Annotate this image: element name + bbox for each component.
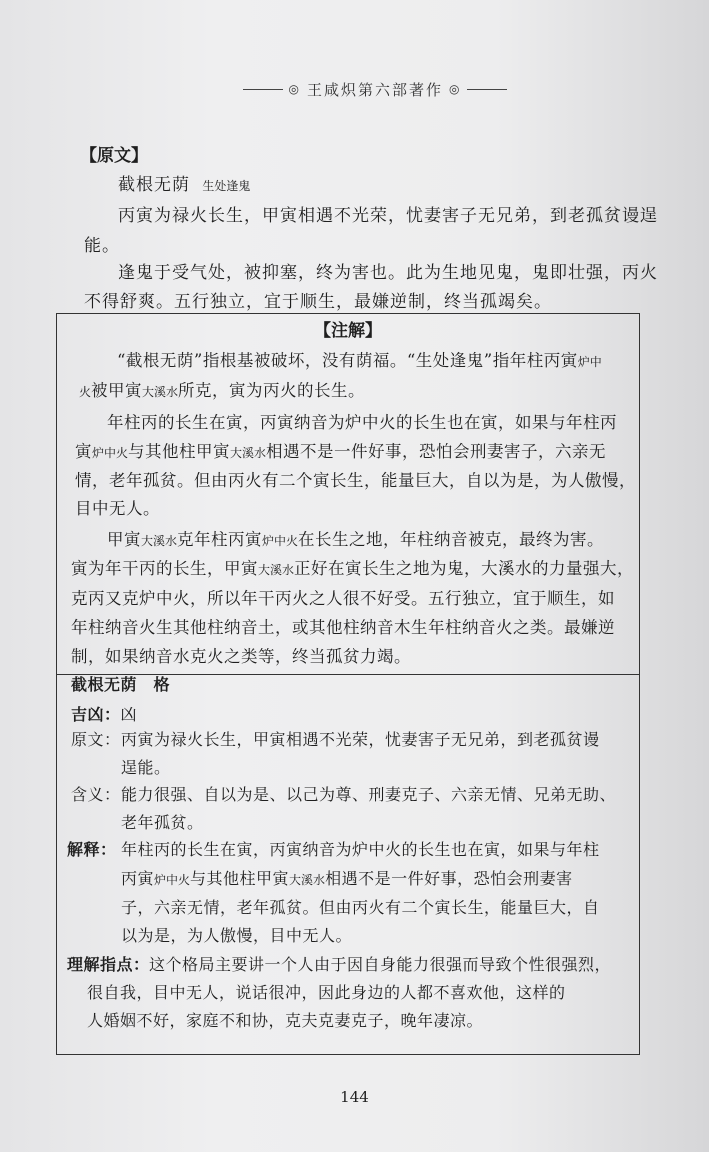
annotation-text: 寅: [75, 442, 92, 461]
annotation-text: 相遇不是一件好事，恐怕会刑妻害子，六亲无: [266, 442, 607, 461]
yuanwen-line: 丙寅为禄火长生，甲寅相遇不光荣，忧妻害子无兄弟，到老孤贫谩: [121, 730, 600, 749]
jieshi-line: 子，六亲无情，老年孤贫。但由丙火有二个寅长生，能量巨大，自: [121, 898, 600, 917]
lijie-line: 人婚姻不好，家庭不和协，克夫克妻克子，晚年凄凉。: [87, 1011, 484, 1030]
jieshi-line: 年柱丙的长生在寅，丙寅纳音为炉中火的长生也在寅，如果与年柱: [121, 840, 600, 859]
annotation-text: 在长生之地，年柱纳音被克，最终为害。: [298, 530, 605, 549]
nayin-note: 炉中火: [262, 534, 299, 548]
page-number: 144: [340, 1088, 369, 1106]
hanyi-line: 能力很强、自以为是、以己为尊、刑妻克子、六亲无情、兄弟无助、: [121, 785, 617, 804]
nayin-note: 大溪水: [141, 534, 178, 548]
annotation-line: [75, 438, 606, 462]
annotation-heading: 【注解】: [314, 321, 382, 341]
annotation-text: 寅为年干丙的长生，甲寅: [71, 559, 258, 578]
annotation-line: [117, 347, 602, 371]
annotation-line: [107, 526, 604, 550]
annotation-text: 甲寅: [107, 530, 141, 549]
yuanwen-line: 逞能。: [121, 758, 171, 777]
jixiong-row: [71, 702, 137, 725]
running-header: [230, 78, 520, 100]
original-line: 不得舒爽。五行独立，宜于顺生，最嫌逆制，终当孤竭矣。: [84, 292, 552, 312]
nayin-note: 大溪水: [258, 563, 295, 577]
annotation-line: 年柱纳音火生其他柱纳音土，或其他柱纳音木生年柱纳音火之类。最嫌逆: [71, 618, 615, 637]
original-line: 丙寅为禄火长生，甲寅相遇不光荣，忧妻害子无兄弟，到老孤贫谩逞: [118, 206, 658, 226]
pattern-title: 截根无荫 格: [71, 675, 171, 694]
annotation-line: 目中无人。: [75, 499, 160, 518]
nayin-note: 炉中火: [92, 446, 129, 460]
jieshi-text: 与其他柱甲寅: [190, 869, 290, 888]
original-subtitle: [118, 170, 250, 195]
nayin-note: 大溪水: [289, 873, 326, 887]
annotation-text: 与其他柱甲寅: [128, 442, 231, 461]
ornament-icon: ◎: [288, 82, 301, 96]
pattern-box: [56, 675, 640, 1055]
nayin-note: 炉中火: [154, 873, 191, 887]
header-title: 王咸炽第六部著作: [306, 80, 443, 99]
jieshi-text: 丙寅: [121, 869, 155, 888]
nayin-note: 大溪水: [142, 385, 179, 399]
nayin-note: 火: [79, 385, 92, 399]
nayin-note: 大溪水: [230, 446, 267, 460]
lijie-line: 很自我，目中无人，说话很冲，因此身边的人都不喜欢他，这样的: [87, 983, 566, 1002]
annotation-line: [71, 555, 634, 579]
annotation-text: 被甲寅: [91, 381, 143, 400]
nayin-note: 炉中: [577, 355, 602, 369]
lijie-line: 这个格局主要讲一个人由于因自身能力很强而导致个性很强烈，: [149, 955, 612, 974]
annotation-text: 正好在寅长生之地为鬼，大溪水的力量强大，: [294, 559, 635, 578]
original-heading: 【原文】: [80, 146, 148, 166]
lijie-label: 理解指点：: [67, 955, 150, 974]
annotation-line: [79, 377, 365, 401]
annotation-line: 年柱丙的长生在寅，丙寅纳音为炉中火的长生也在寅，如果与年柱丙: [107, 413, 617, 432]
ornament-icon: ◎: [449, 82, 462, 96]
annotation-text: 克年柱丙寅: [177, 530, 263, 549]
original-line: 逢鬼于受气处，被抑塞，终为害也。此为生地见鬼，鬼即壮强，丙火: [118, 263, 658, 283]
header-rule-left: [243, 89, 283, 90]
annotation-line: 情，老年孤贫。但由丙火有二个寅长生，能量巨大，自以为是，为人傲慢，: [75, 471, 636, 490]
subtitle-text: 截根无荫: [118, 175, 190, 195]
header-rule-right: [467, 89, 507, 90]
annotation-box: [56, 313, 640, 675]
jieshi-line: 以为是，为人傲慢，目中无人。: [121, 926, 353, 945]
yuanwen-label: 原文：: [71, 730, 121, 749]
original-line: 能。: [84, 236, 120, 256]
jieshi-text: 相遇不是一件好事，恐怕会刑妻害: [325, 869, 573, 888]
annotation-line: 克丙又克炉中火，所以年干丙火之人很不好受。五行独立，宜于顺生，如: [71, 589, 615, 608]
annotation-line: 制，如果纳音水克火之类等，终当孤贫力竭。: [71, 647, 411, 666]
hanyi-line: 老年孤贫。: [121, 813, 204, 832]
hanyi-label: 含义：: [71, 785, 121, 804]
jixiong-label: 吉凶：: [71, 705, 121, 724]
annotation-text: “截根无荫”指根基被破坏，没有荫福。“生处逢鬼”指年柱丙寅: [117, 351, 578, 370]
annotation-text: 所克，寅为丙火的长生。: [178, 381, 366, 400]
subtitle-note: 生处逢鬼: [202, 179, 251, 193]
jieshi-label: 解释：: [67, 840, 117, 859]
jieshi-line: [121, 866, 573, 889]
jixiong-value: 凶: [120, 705, 138, 724]
